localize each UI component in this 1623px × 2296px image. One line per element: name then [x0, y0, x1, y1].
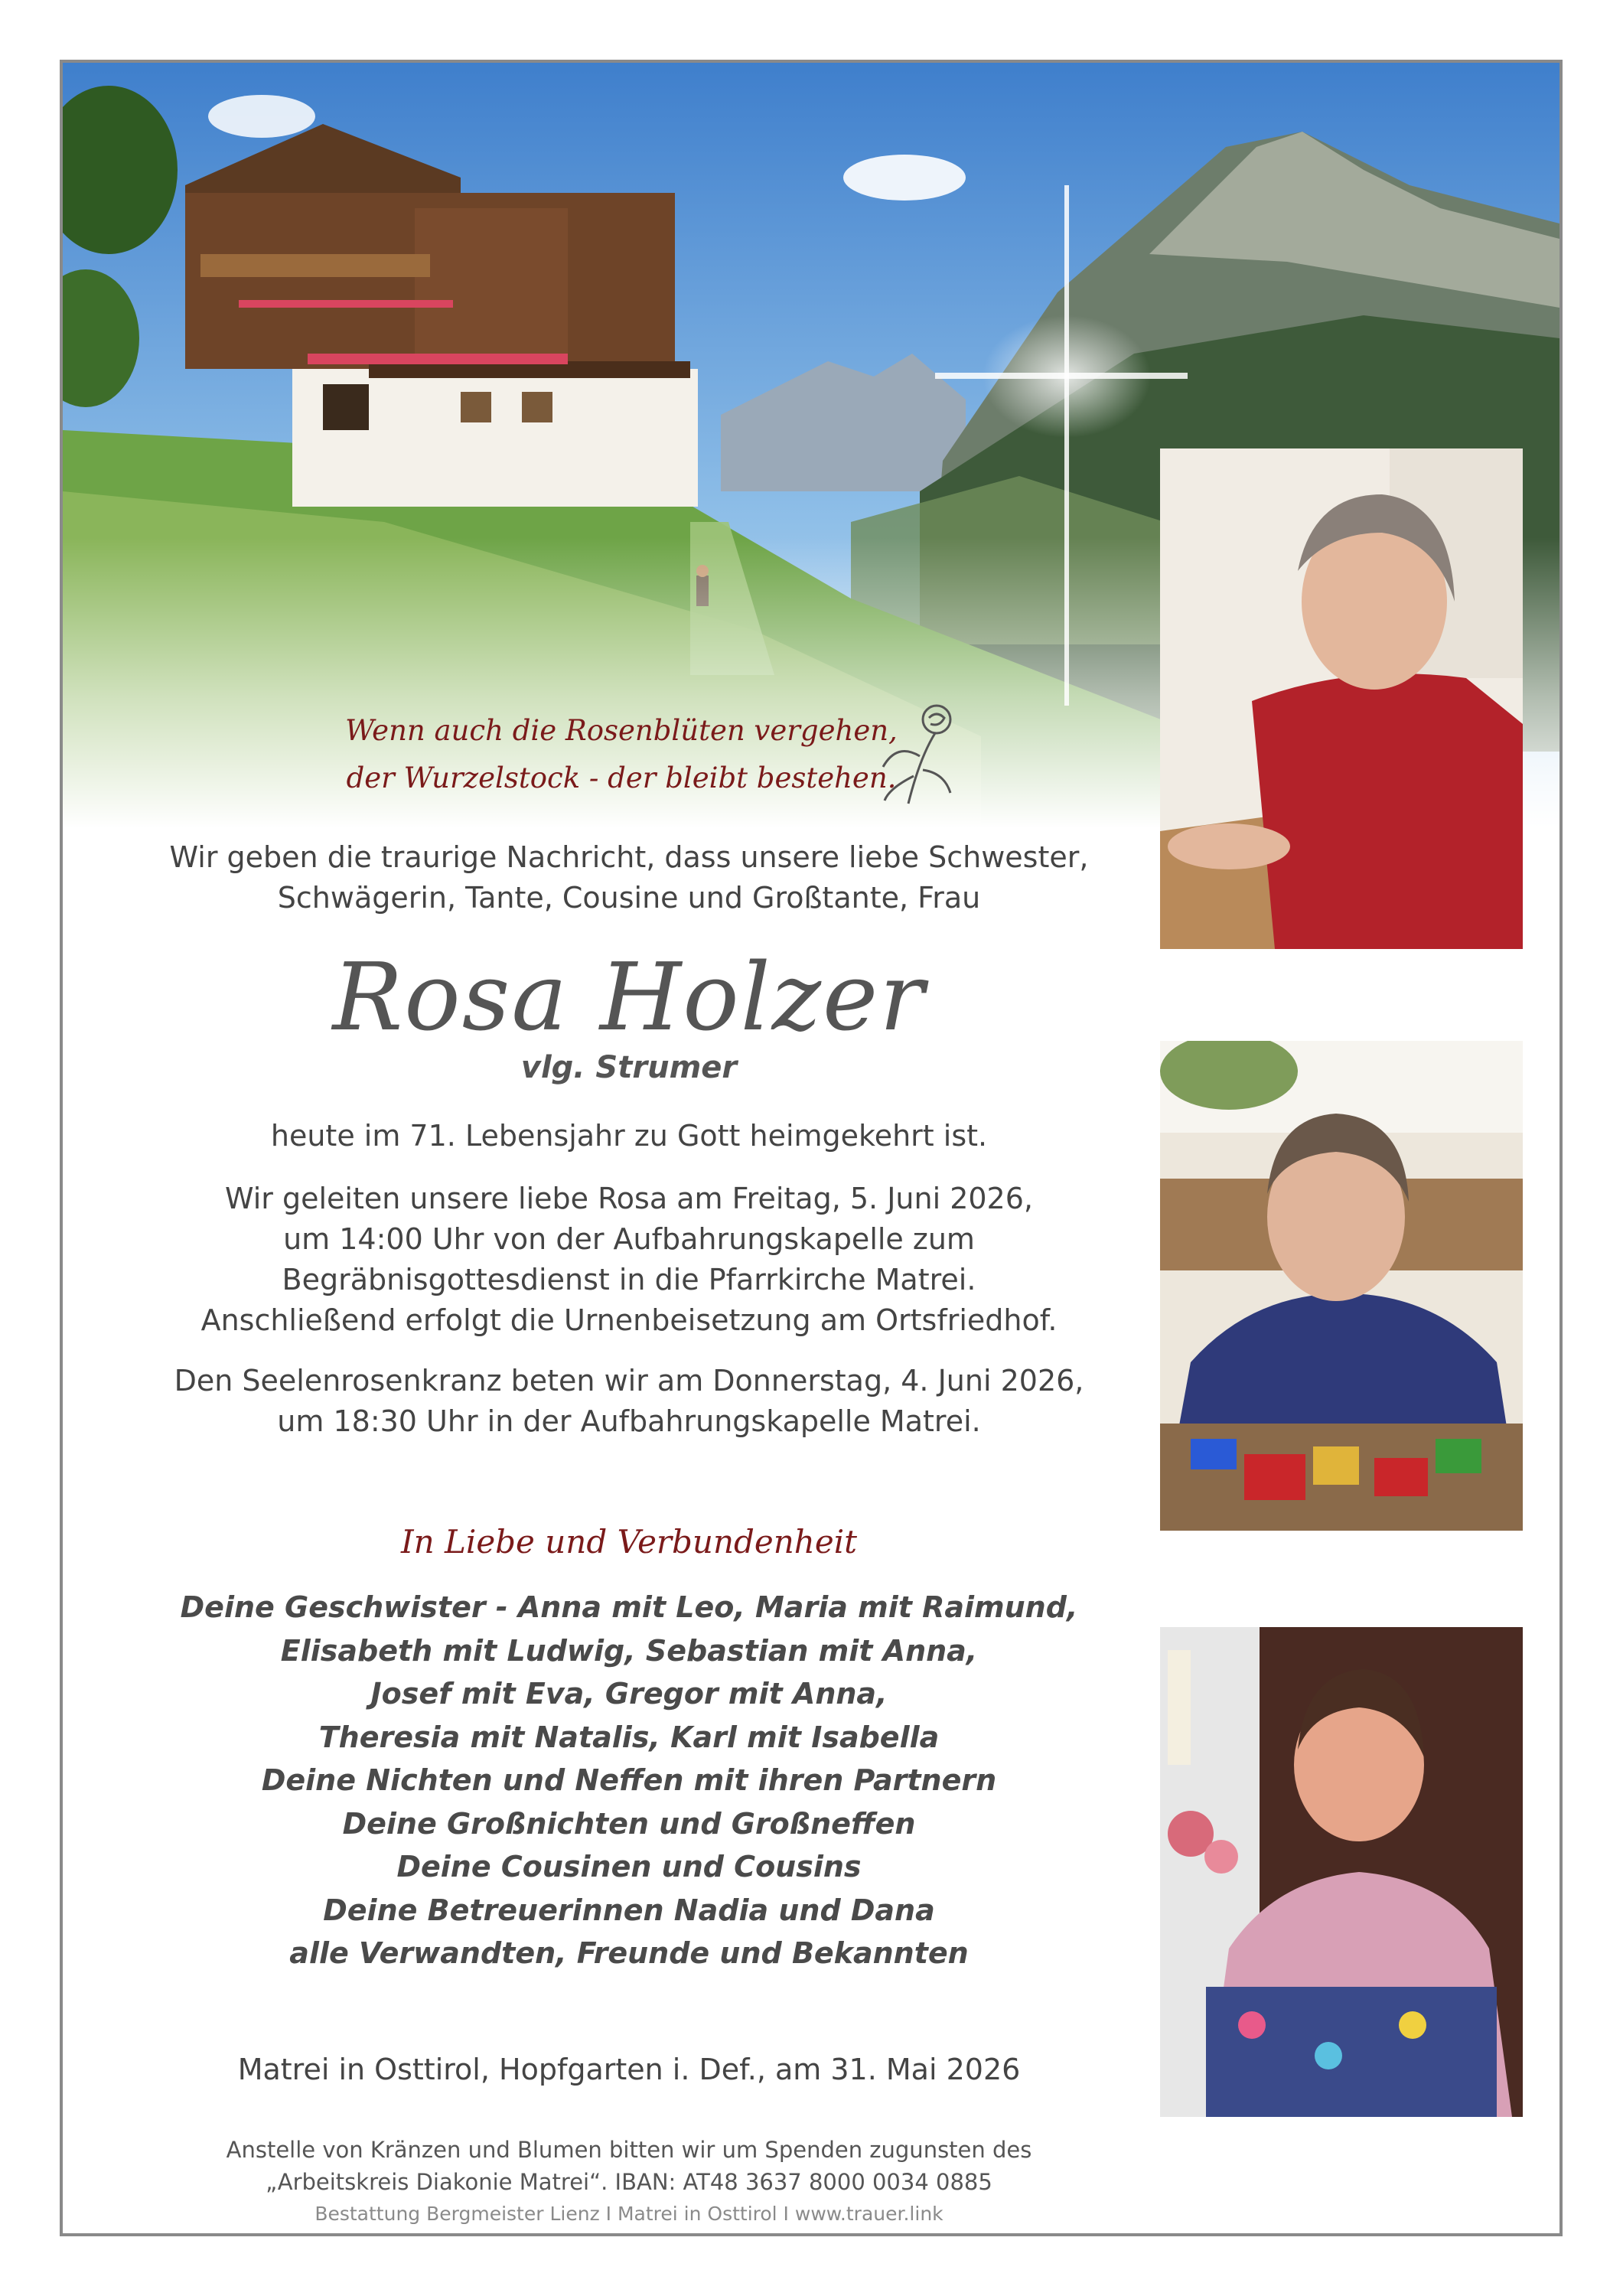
funeral-line: Anschließend erfolgt die Urnenbeisetzung am Ortsfriedhof. — [200, 1303, 1058, 1337]
verse-line-1: Wenn auch die Rosenblüten vergehen, — [345, 714, 898, 747]
portrait-photo-1 — [1160, 448, 1523, 949]
rosary-line: um 18:30 Uhr in der Aufbahrungskapelle Matrei. — [277, 1404, 981, 1438]
deceased-vulgo: vlg. Strumer — [520, 1050, 738, 1085]
place-date: Matrei in Osttirol, Hopfgarten i. Def., am 31. Mai 2026 — [237, 2053, 1021, 2086]
rosary-details — [155, 1361, 1103, 1442]
donation-line-2: „Arbeitskreis Diakonie Matrei“. IBAN: AT48 3637 8000 0034 0885 — [266, 2169, 992, 2195]
mourner-line: Theresia mit Natalis, Karl mit Isabella — [318, 1720, 940, 1754]
deceased-name: Rosa Holzer — [332, 943, 926, 1052]
funeral-details — [155, 1179, 1103, 1341]
intro-text — [155, 837, 1103, 918]
mourners-list — [155, 1586, 1103, 1975]
obituary-card — [60, 60, 1563, 2236]
mourner-line: Deine Großnichten und Großneffen — [342, 1806, 916, 1841]
funeral-line: Begräbnisgottesdienst in die Pfarrkirche Matrei. — [282, 1263, 976, 1296]
mourner-line: Deine Betreuerinnen Nadia und Dana — [323, 1893, 935, 1927]
portrait-photo-3 — [1160, 1627, 1523, 2117]
intro-line-1: Wir geben die traurige Nachricht, dass unsere liebe Schwester, — [169, 840, 1089, 874]
mourner-line: Elisabeth mit Ludwig, Sebastian mit Anna, — [280, 1633, 978, 1668]
undertaker-credit: Bestattung Bergmeister Lienz I Matrei in Osttirol I www.trauer.link — [314, 2203, 943, 2225]
mourner-line: alle Verwandten, Freunde und Bekannten — [289, 1936, 969, 1970]
funeral-line: um 14:00 Uhr von der Aufbahrungskapelle zum — [283, 1222, 975, 1256]
mourner-line: Deine Geschwister - Anna mit Leo, Maria mit Raimund, — [180, 1590, 1078, 1624]
donation-line-1: Anstelle von Kränzen und Blumen bitten wir um Spenden zugunsten des — [226, 2137, 1032, 2163]
verse-line-2: der Wurzelstock - der bleibt bestehen. — [346, 762, 897, 794]
mourner-line: Deine Nichten und Neffen mit ihren Partnern — [261, 1763, 997, 1797]
mourner-line: Josef mit Eva, Gregor mit Anna, — [370, 1677, 888, 1711]
memorial-verse — [323, 707, 920, 802]
love-heading: In Liebe und Verbundenheit — [401, 1523, 857, 1561]
funeral-line: Wir geleiten unsere liebe Rosa am Freitag, 5. Juni 2026, — [224, 1182, 1033, 1215]
rose-icon — [874, 696, 966, 811]
donation-note — [155, 2134, 1103, 2198]
death-note: heute im 71. Lebensjahr zu Gott heimgekehrt ist. — [270, 1119, 988, 1153]
portrait-photo-2 — [1160, 1041, 1523, 1531]
mourner-line: Deine Cousinen und Cousins — [396, 1850, 862, 1883]
rosary-line: Den Seelenrosenkranz beten wir am Donnerstag, 4. Juni 2026, — [174, 1364, 1084, 1397]
intro-line-2: Schwägerin, Tante, Cousine und Großtante, Frau — [277, 881, 981, 915]
